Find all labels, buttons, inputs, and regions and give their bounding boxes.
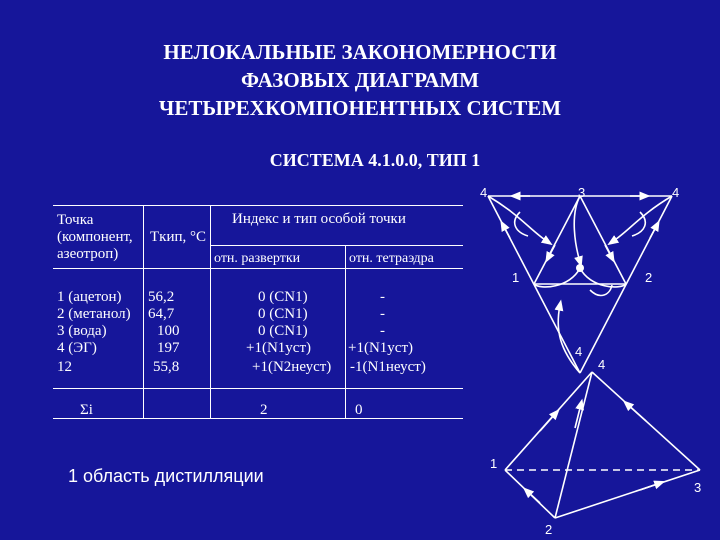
row-4-point: 4 (ЭГ) — [57, 340, 97, 356]
row-4-temp: 197 — [157, 340, 180, 356]
row-5-idx-tetra: -1(N1неуст) — [350, 359, 426, 375]
tetra-label-1: 1 — [490, 456, 498, 471]
tetra-label-4: 4 — [598, 357, 606, 372]
row-1-temp: 56,2 — [148, 289, 175, 305]
system-subtitle: СИСТЕМА 4.1.0.0, ТИП 1 — [269, 150, 481, 170]
row-5-idx-unfold: +1(N2неуст) — [252, 359, 332, 375]
row-2-idx-unfold: 0 (CN1) — [258, 306, 308, 322]
row-2-temp: 64,7 — [148, 306, 175, 322]
title-line-1: НЕЛОКАЛЬНЫЕ ЗАКОНОМЕРНОСТИ — [163, 40, 557, 64]
header-unfold: отн. развертки — [214, 251, 301, 266]
title-line-3: ЧЕТЫРЕХКОМПОНЕНТНЫХ СИСТЕМ — [158, 96, 562, 120]
unfold-label-3: 3 — [578, 185, 586, 200]
row-5-point: 12 — [57, 359, 72, 375]
header-point-3: азеотроп) — [57, 246, 119, 262]
distillation-caption: 1 область дистилляции — [68, 466, 264, 486]
row-3-idx-unfold: 0 (CN1) — [258, 323, 308, 339]
unfold-label-4a: 4 — [480, 185, 488, 200]
row-2-point: 2 (метанол) — [57, 306, 131, 322]
row-2-idx-tetra: - — [380, 306, 385, 322]
unfold-label-4b: 4 — [672, 185, 680, 200]
row-3-point: 3 (вода) — [57, 323, 107, 339]
tetra-label-2: 2 — [545, 522, 553, 537]
row-3-idx-tetra: - — [380, 323, 385, 339]
header-point-1: Точка — [57, 212, 94, 228]
unfold-label-4c: 4 — [575, 344, 583, 359]
header-point-2: (компонент, — [57, 229, 133, 245]
row-1-point: 1 (ацетон) — [57, 289, 122, 305]
row-5-temp: 55,8 — [153, 359, 180, 375]
header-temperature: Tкип, °C — [150, 229, 207, 245]
row-1-idx-unfold: 0 (CN1) — [258, 289, 308, 305]
tetra-label-3: 3 — [694, 480, 702, 495]
row-4-idx-tetra: +1(N1уст) — [348, 340, 413, 356]
sum-tetra: 0 — [355, 402, 363, 418]
title-line-2: ФАЗОВЫХ ДИАГРАММ — [240, 68, 480, 92]
unfold-label-2: 2 — [645, 270, 653, 285]
sum-unfold: 2 — [260, 402, 268, 418]
row-1-idx-tetra: - — [380, 289, 385, 305]
header-tetra: отн. тетраэдра — [349, 251, 434, 266]
header-index: Индекс и тип особой точки — [232, 211, 406, 227]
tetra-edge-2-3 — [555, 470, 700, 518]
row-4-idx-unfold: +1(N1уст) — [246, 340, 311, 356]
unfold-label-1: 1 — [512, 270, 520, 285]
sum-label: Σi — [80, 402, 93, 418]
row-3-temp: 100 — [157, 323, 180, 339]
